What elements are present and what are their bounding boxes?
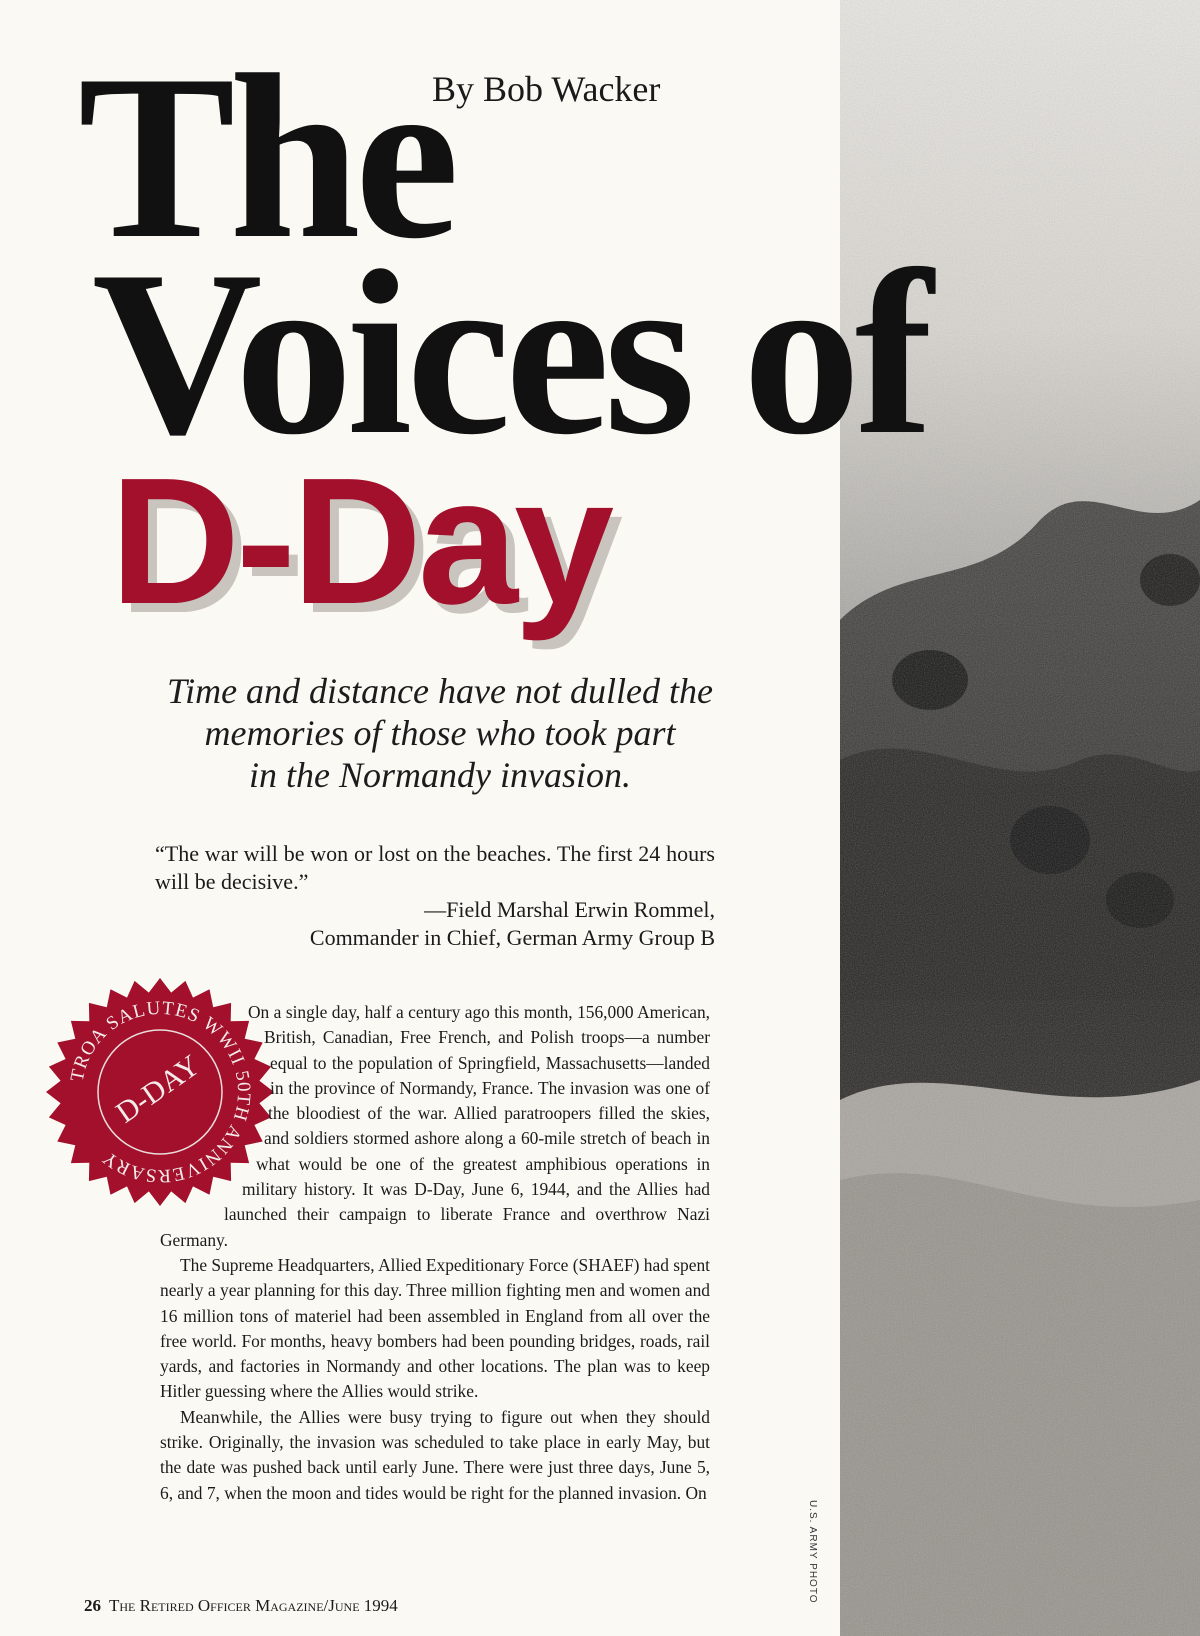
- byline: By Bob Wacker: [432, 69, 661, 109]
- photo-credit: U.S. ARMY PHOTO: [807, 1500, 818, 1604]
- quote-attribution-title: Commander in Chief, German Army Group B: [309, 925, 715, 950]
- epigraph-quote: [155, 840, 715, 952]
- article-body: [160, 1000, 710, 1506]
- quote-attribution: —Field Marshal Erwin Rommel,: [424, 897, 715, 922]
- publication-line: The Retired Officer Magazine/June 1994: [109, 1596, 398, 1615]
- page-number: 26: [84, 1596, 101, 1615]
- wrap-spacer-row: [160, 1152, 256, 1177]
- wrap-spacer-row: [160, 1000, 248, 1025]
- subtitle-line: in the Normandy invasion.: [249, 755, 631, 795]
- page-footer: [84, 1596, 398, 1616]
- title-line-voices-of: Voices of: [92, 223, 928, 484]
- title-line-the: The: [78, 27, 454, 288]
- wrap-spacer-row: [160, 1076, 270, 1101]
- body-paragraph: The Supreme Headquarters, Allied Expeditionary Force (SHAEF) had spent nearly a year planning for this day. Three million fighting men and women and 16 million tons of materiel had been assembled in England from all over the free world. For months, heavy bombers had been pounding bridges, roads, rail yards, and factories in Normandy and other locations. The plan was to keep Hitler guessing where the Allies would strike.: [160, 1254, 710, 1402]
- wrap-spacer-row: [160, 1126, 264, 1151]
- seal-ring-text: TROA SALUTES WWII 50TH ANNIVERSARY: [66, 997, 255, 1187]
- seal-center-text: D-DAY: [110, 1048, 206, 1130]
- quote-text: “The war will be won or lost on the beaches. The first 24 hours will be decisive.”: [155, 841, 715, 894]
- title-line-d-day: D-Day: [110, 441, 611, 642]
- body-paragraph: Meanwhile, the Allies were busy trying to figure out when they should strike. Originally, the invasion was scheduled to take place in early May, but the date was pushed back until early June. There were just three days, June 5, 6, and 7, when the moon and tides would be right for the planned invasion. On: [160, 1406, 710, 1503]
- subtitle: [90, 670, 790, 796]
- wrap-spacer-row: [160, 1101, 268, 1126]
- wrap-spacer-row: [160, 1051, 270, 1076]
- wrap-spacer-row: [160, 1177, 242, 1202]
- body-paragraph: On a single day, half a century ago this month, 156,000 American, British, Canadian, Free French, and Polish troops—a number equal to the population of Springfield, Massachusetts—landed in the province of Normandy, France. The invasion was one of the bloodiest of the war. Allied paratroopers filled the skies, and soldiers stormed ashore along a 60-mile stretch of beach in what would be one of the greatest amphibious operations in military history. It was D-Day, June 6, 1944, and the Allies had launched their campaign to liberate France and overthrow Nazi Germany.: [160, 1002, 710, 1250]
- subtitle-line: memories of those who took part: [204, 713, 676, 753]
- wrap-spacer-row: [160, 1202, 224, 1227]
- wrap-spacer-row: [160, 1025, 264, 1050]
- subtitle-line: Time and distance have not dulled the: [167, 671, 713, 711]
